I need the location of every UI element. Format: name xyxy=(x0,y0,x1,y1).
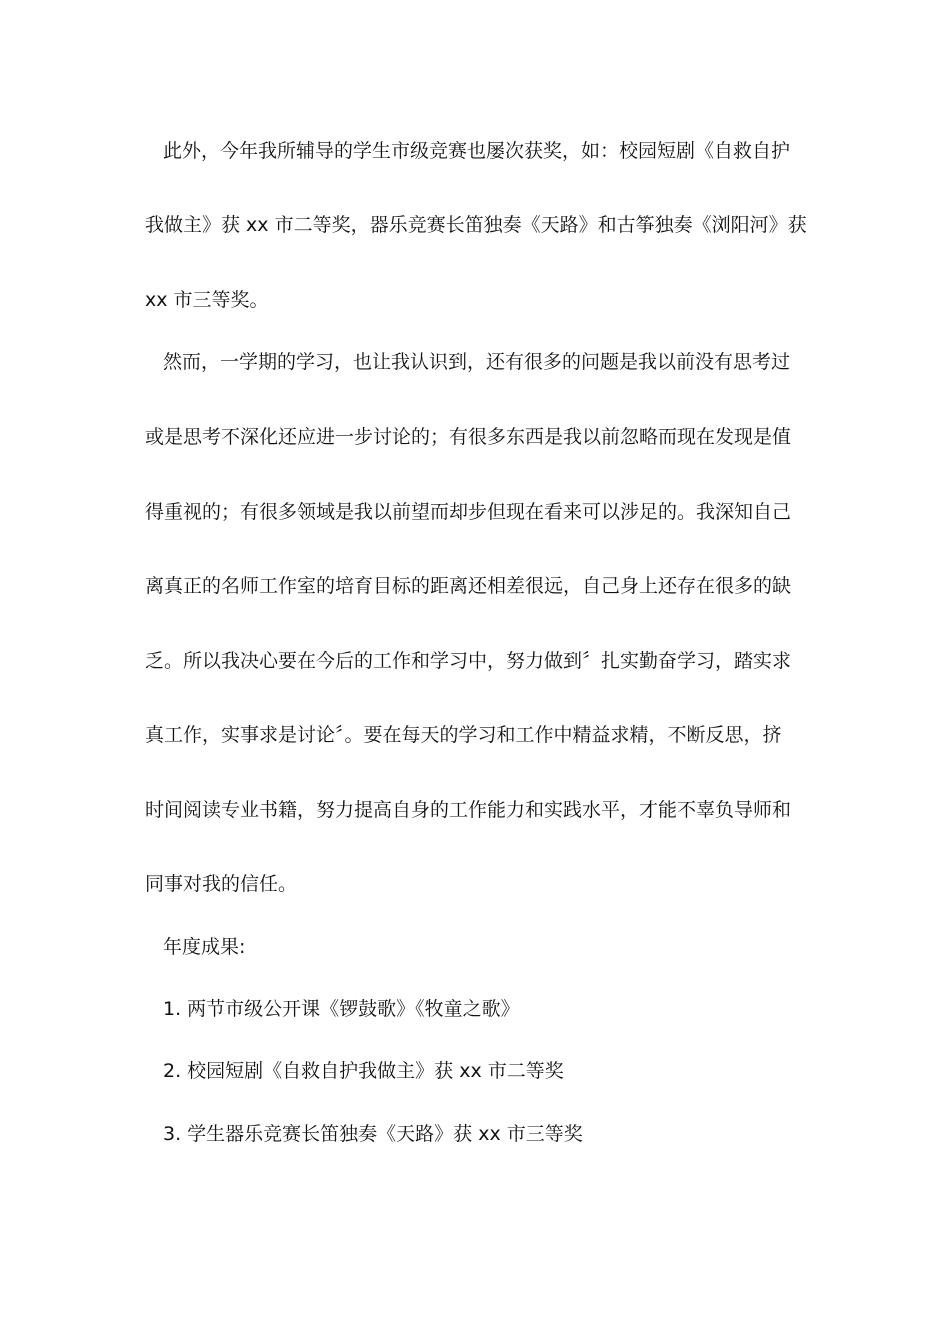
paragraph-2-line-7: 时间阅读专业书籍，努力提高自身的工作能力和实践水平，才能不辜负导师和 xyxy=(145,799,792,821)
results-item-2: 2. 校园短剧《自救自护我做主》获 xx 市二等奖 xyxy=(163,1060,564,1082)
paragraph-2-line-2: 或是思考不深化还应进一步讨论的；有很多东西是我以前忽略而现在发现是值 xyxy=(145,426,792,448)
paragraph-2-line-1: 然而，一学期的学习，也让我认识到，还有很多的问题是我以前没有思考过 xyxy=(163,351,791,373)
paragraph-1-line-2: 我做主》获 xx 市二等奖，器乐竞赛长笛独奏《天路》和古筝独奏《浏阳河》获 xyxy=(145,214,807,236)
results-item-3: 3. 学生器乐竞赛长笛独奏《天路》获 xx 市三等奖 xyxy=(163,1123,583,1145)
paragraph-1-line-3: xx 市三等奖。 xyxy=(145,289,269,311)
paragraph-1-line-1: 此外，今年我所辅导的学生市级竞赛也屡次获奖，如：校园短剧《自救自护 xyxy=(163,140,791,162)
results-heading: 年度成果: xyxy=(163,936,246,958)
paragraph-2-line-3: 得重视的；有很多领域是我以前望而却步但现在看来可以涉足的。我深知自己 xyxy=(145,501,792,523)
results-item-1: 1. 两节市级公开课《锣鼓歌》《牧童之歌》 xyxy=(163,998,520,1020)
paragraph-2-line-4: 离真正的名师工作室的培育目标的距离还相差很远，自己身上还存在很多的缺 xyxy=(145,575,792,597)
paragraph-2-line-8: 同事对我的信任。 xyxy=(145,873,298,895)
paragraph-2-line-6: 真工作，实事求是讨论〞。要在每天的学习和工作中精益求精，不断反思，挤 xyxy=(145,724,782,746)
paragraph-2-line-5: 乏。所以我决心要在今后的工作和学习中，努力做到〞扎实勤奋学习，踏实求 xyxy=(145,650,792,672)
